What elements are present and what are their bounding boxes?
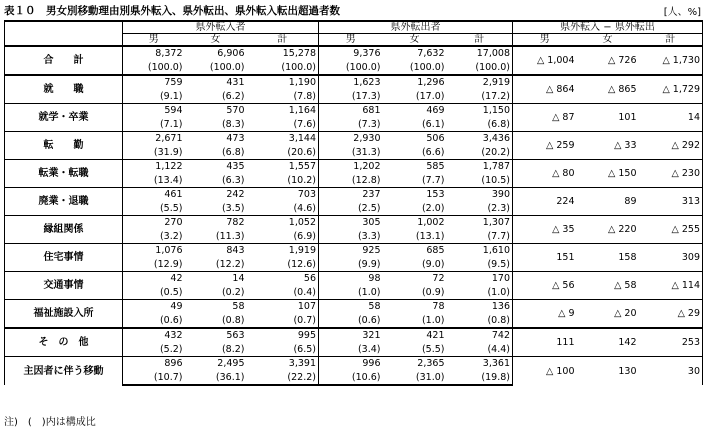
percent-cell: (6.8) bbox=[221, 146, 245, 158]
table-row bbox=[5, 75, 703, 90]
table-body bbox=[5, 46, 703, 385]
row-label: 就 職 bbox=[5, 75, 123, 104]
value-cell: 563 bbox=[185, 328, 247, 343]
value-cell: 14 bbox=[185, 272, 247, 286]
percent-cell: (7.1) bbox=[123, 118, 185, 132]
value-cell: 89 bbox=[577, 188, 639, 216]
value-cell: 431 bbox=[185, 75, 247, 90]
value-cell: 1,150 bbox=[447, 104, 513, 118]
value-cell: 3,361 bbox=[447, 357, 513, 371]
percent-cell: (7.6) bbox=[293, 118, 316, 130]
table-row bbox=[5, 132, 703, 146]
value-cell: 1,623 bbox=[319, 75, 383, 90]
percent-cell: (100.0) bbox=[409, 61, 445, 73]
value-cell: 3,436 bbox=[447, 132, 513, 146]
sub-header: 男 bbox=[123, 34, 185, 47]
row-label: 福祉施設入所 bbox=[5, 300, 123, 329]
value-cell: △ 726 bbox=[577, 46, 639, 75]
value-cell: 6,906 bbox=[185, 46, 247, 61]
table-row bbox=[5, 160, 703, 174]
percent-cell: (6.5) bbox=[293, 343, 316, 355]
percent-cell: (6.9) bbox=[293, 230, 316, 242]
percent-cell: (0.4) bbox=[293, 286, 316, 298]
value-cell: 111 bbox=[513, 328, 577, 357]
percent-cell: (1.0) bbox=[421, 314, 445, 326]
percent-cell: (100.0) bbox=[475, 61, 510, 73]
percent-cell: (31.9) bbox=[123, 146, 185, 160]
value-cell: 681 bbox=[319, 104, 383, 118]
value-cell: 685 bbox=[383, 244, 447, 258]
value-cell: 58 bbox=[319, 300, 383, 314]
percent-cell: (9.5) bbox=[487, 258, 510, 270]
group-header-row bbox=[5, 21, 703, 34]
sub-header: 男 bbox=[319, 34, 383, 47]
value-cell: 843 bbox=[185, 244, 247, 258]
value-cell: △ 255 bbox=[639, 216, 703, 244]
percent-cell: (17.3) bbox=[319, 90, 383, 104]
table-row bbox=[5, 328, 703, 343]
value-cell: 759 bbox=[123, 75, 185, 90]
value-cell: 390 bbox=[447, 188, 513, 202]
sub-header: 計 bbox=[639, 34, 703, 47]
value-cell: 49 bbox=[123, 300, 185, 314]
value-cell: 2,671 bbox=[123, 132, 185, 146]
percent-cell: (7.8) bbox=[293, 90, 316, 102]
percent-cell: (5.5) bbox=[421, 343, 445, 355]
value-cell: 101 bbox=[577, 104, 639, 132]
percent-cell: (6.1) bbox=[421, 118, 445, 130]
sub-header: 計 bbox=[447, 34, 513, 47]
value-cell: 253 bbox=[639, 328, 703, 357]
value-cell: 224 bbox=[513, 188, 577, 216]
value-cell: △ 20 bbox=[577, 300, 639, 329]
percent-cell: (22.2) bbox=[247, 371, 319, 386]
value-cell: 305 bbox=[319, 216, 383, 230]
value-cell: 321 bbox=[319, 328, 383, 343]
row-label: 転業・転職 bbox=[5, 160, 123, 188]
value-cell: 585 bbox=[383, 160, 447, 174]
row-label: 主因者に伴う移動 bbox=[5, 357, 123, 386]
percent-cell: (10.7) bbox=[123, 371, 185, 386]
percent-cell: (6.2) bbox=[221, 90, 245, 102]
value-cell: 435 bbox=[185, 160, 247, 174]
percent-cell: (0.2) bbox=[221, 286, 245, 298]
value-cell: 1,307 bbox=[447, 216, 513, 230]
percent-cell: (19.8) bbox=[447, 371, 513, 386]
value-cell: 473 bbox=[185, 132, 247, 146]
percent-cell: (31.0) bbox=[383, 371, 447, 386]
percent-cell: (9.9) bbox=[319, 258, 383, 272]
value-cell: 14 bbox=[639, 104, 703, 132]
group-header: 県外転入者 bbox=[123, 21, 319, 34]
percent-cell: (12.6) bbox=[287, 258, 316, 270]
sub-header: 計 bbox=[247, 34, 319, 47]
value-cell: 1,610 bbox=[447, 244, 513, 258]
sub-header: 女 bbox=[577, 34, 639, 47]
percent-cell: (10.2) bbox=[287, 174, 316, 186]
value-cell: 2,930 bbox=[319, 132, 383, 146]
table-row bbox=[5, 300, 703, 314]
value-cell: 56 bbox=[247, 272, 319, 286]
value-cell: 461 bbox=[123, 188, 185, 202]
value-cell: △ 9 bbox=[513, 300, 577, 329]
percent-cell: (2.3) bbox=[487, 202, 510, 214]
value-cell: 1,919 bbox=[247, 244, 319, 258]
value-cell: 995 bbox=[247, 328, 319, 343]
value-cell: 151 bbox=[513, 244, 577, 272]
percent-cell: (17.2) bbox=[481, 90, 510, 102]
value-cell: 107 bbox=[247, 300, 319, 314]
value-cell: △ 33 bbox=[577, 132, 639, 160]
value-cell: 2,365 bbox=[383, 357, 447, 371]
percent-cell: (0.6) bbox=[123, 314, 185, 329]
sub-header: 女 bbox=[383, 34, 447, 47]
value-cell: 421 bbox=[383, 328, 447, 343]
percent-cell: (6.8) bbox=[487, 118, 510, 130]
value-cell: △ 56 bbox=[513, 272, 577, 300]
table-row bbox=[5, 188, 703, 202]
group-header: 県外転入 − 県外転出 bbox=[513, 21, 703, 34]
value-cell: 7,632 bbox=[383, 46, 447, 61]
value-cell: △ 80 bbox=[513, 160, 577, 188]
value-cell: 896 bbox=[123, 357, 185, 371]
value-cell: 1,296 bbox=[383, 75, 447, 90]
percent-cell: (2.5) bbox=[319, 202, 383, 216]
percent-cell: (9.1) bbox=[123, 90, 185, 104]
percent-cell: (8.3) bbox=[221, 118, 245, 130]
percent-cell: (12.9) bbox=[123, 258, 185, 272]
percent-cell: (9.0) bbox=[421, 258, 445, 270]
value-cell: 8,372 bbox=[123, 46, 185, 61]
value-cell: 153 bbox=[383, 188, 447, 202]
value-cell: 594 bbox=[123, 104, 185, 118]
percent-cell: (3.4) bbox=[319, 343, 383, 357]
value-cell: 136 bbox=[447, 300, 513, 314]
percent-cell: (3.3) bbox=[319, 230, 383, 244]
table-row bbox=[5, 357, 703, 371]
value-cell: △ 87 bbox=[513, 104, 577, 132]
row-label: 交通事情 bbox=[5, 272, 123, 300]
value-cell: 1,122 bbox=[123, 160, 185, 174]
value-cell: △ 292 bbox=[639, 132, 703, 160]
value-cell: 3,144 bbox=[247, 132, 319, 146]
percent-cell: (17.0) bbox=[415, 90, 445, 102]
value-cell: 1,557 bbox=[247, 160, 319, 174]
percent-cell: (4.6) bbox=[293, 202, 316, 214]
value-cell: △ 150 bbox=[577, 160, 639, 188]
percent-cell: (31.3) bbox=[319, 146, 383, 160]
value-cell: 170 bbox=[447, 272, 513, 286]
value-cell: 2,919 bbox=[447, 75, 513, 90]
value-cell: 17,008 bbox=[447, 46, 513, 61]
value-cell: 1,787 bbox=[447, 160, 513, 174]
value-cell: 72 bbox=[383, 272, 447, 286]
percent-cell: (0.5) bbox=[123, 286, 185, 300]
percent-cell: (7.3) bbox=[319, 118, 383, 132]
percent-cell: (5.2) bbox=[123, 343, 185, 357]
percent-cell: (7.7) bbox=[421, 174, 445, 186]
percent-cell: (1.0) bbox=[487, 286, 510, 298]
percent-cell: (12.2) bbox=[215, 258, 245, 270]
percent-cell: (20.6) bbox=[287, 146, 316, 158]
row-label: 住宅事情 bbox=[5, 244, 123, 272]
value-cell: 1,202 bbox=[319, 160, 383, 174]
value-cell: 30 bbox=[639, 357, 703, 386]
value-cell: △ 259 bbox=[513, 132, 577, 160]
value-cell: 3,391 bbox=[247, 357, 319, 371]
row-label: 合 計 bbox=[5, 46, 123, 75]
value-cell: 42 bbox=[123, 272, 185, 286]
table-row bbox=[5, 104, 703, 118]
value-cell: 432 bbox=[123, 328, 185, 343]
value-cell: 996 bbox=[319, 357, 383, 371]
corner-cell bbox=[5, 21, 123, 46]
value-cell: 158 bbox=[577, 244, 639, 272]
value-cell: 98 bbox=[319, 272, 383, 286]
table-title: 表１０ 男女別移動理由別県外転入、県外転出、県外転入転出超過者数 bbox=[4, 5, 340, 17]
percent-cell: (100.0) bbox=[319, 61, 383, 76]
value-cell: 469 bbox=[383, 104, 447, 118]
percent-cell: (100.0) bbox=[281, 61, 316, 73]
percent-cell: (0.8) bbox=[221, 314, 245, 326]
percent-cell: (13.1) bbox=[415, 230, 445, 242]
value-cell: 506 bbox=[383, 132, 447, 146]
value-cell: 78 bbox=[383, 300, 447, 314]
value-cell: △ 114 bbox=[639, 272, 703, 300]
value-cell: 313 bbox=[639, 188, 703, 216]
sub-header: 女 bbox=[185, 34, 247, 47]
group-header: 県外転出者 bbox=[319, 21, 513, 34]
value-cell: 1,052 bbox=[247, 216, 319, 230]
value-cell: 782 bbox=[185, 216, 247, 230]
value-cell: △ 230 bbox=[639, 160, 703, 188]
percent-cell: (100.0) bbox=[123, 61, 185, 76]
percent-cell: (4.4) bbox=[487, 343, 510, 355]
row-label: そ の 他 bbox=[5, 328, 123, 357]
percent-cell: (12.8) bbox=[319, 174, 383, 188]
value-cell: △ 1,004 bbox=[513, 46, 577, 75]
percent-cell: (13.4) bbox=[123, 174, 185, 188]
row-label: 就学・卒業 bbox=[5, 104, 123, 132]
value-cell: 242 bbox=[185, 188, 247, 202]
value-cell: 237 bbox=[319, 188, 383, 202]
percent-cell: (36.1) bbox=[185, 371, 247, 386]
value-cell: 58 bbox=[185, 300, 247, 314]
value-cell: △ 865 bbox=[577, 75, 639, 104]
value-cell: 130 bbox=[577, 357, 639, 386]
value-cell: 1,076 bbox=[123, 244, 185, 258]
percent-cell: (10.6) bbox=[319, 371, 383, 386]
value-cell: 1,002 bbox=[383, 216, 447, 230]
value-cell: 142 bbox=[577, 328, 639, 357]
value-cell: △ 35 bbox=[513, 216, 577, 244]
percent-cell: (8.2) bbox=[221, 343, 245, 355]
value-cell: 742 bbox=[447, 328, 513, 343]
percent-cell: (0.7) bbox=[293, 314, 316, 326]
value-cell: 1,190 bbox=[247, 75, 319, 90]
percent-cell: (11.3) bbox=[215, 230, 245, 242]
percent-cell: (6.6) bbox=[421, 146, 445, 158]
percent-cell: (5.5) bbox=[123, 202, 185, 216]
value-cell: △ 864 bbox=[513, 75, 577, 104]
unit-label: [人、%] bbox=[663, 7, 701, 18]
table-row bbox=[5, 244, 703, 258]
table-row bbox=[5, 272, 703, 286]
percent-cell: (3.5) bbox=[221, 202, 245, 214]
value-cell: 2,495 bbox=[185, 357, 247, 371]
percent-cell: (0.9) bbox=[421, 286, 445, 298]
percent-cell: (20.2) bbox=[481, 146, 510, 158]
value-cell: △ 29 bbox=[639, 300, 703, 329]
value-cell: △ 220 bbox=[577, 216, 639, 244]
percent-cell: (10.5) bbox=[481, 174, 510, 186]
percent-cell: (2.0) bbox=[421, 202, 445, 214]
value-cell: 925 bbox=[319, 244, 383, 258]
percent-cell: (0.8) bbox=[487, 314, 510, 326]
value-cell: 270 bbox=[123, 216, 185, 230]
footnote: 注) ( )内は構成比 bbox=[4, 417, 96, 428]
percent-cell: (7.7) bbox=[487, 230, 510, 242]
percent-cell: (1.0) bbox=[319, 286, 383, 300]
value-cell: 570 bbox=[185, 104, 247, 118]
row-label: 廃業・退職 bbox=[5, 188, 123, 216]
table-row bbox=[5, 216, 703, 230]
value-cell: △ 58 bbox=[577, 272, 639, 300]
value-cell: 15,278 bbox=[247, 46, 319, 61]
row-label: 縁組関係 bbox=[5, 216, 123, 244]
percent-cell: (100.0) bbox=[209, 61, 245, 73]
value-cell: 703 bbox=[247, 188, 319, 202]
value-cell: △ 100 bbox=[513, 357, 577, 386]
value-cell: △ 1,730 bbox=[639, 46, 703, 75]
row-label: 転 勤 bbox=[5, 132, 123, 160]
percent-cell: (6.3) bbox=[221, 174, 245, 186]
value-cell: 1,164 bbox=[247, 104, 319, 118]
percent-cell: (3.2) bbox=[123, 230, 185, 244]
percent-cell: (0.6) bbox=[319, 314, 383, 329]
table-row bbox=[5, 46, 703, 61]
value-cell: 309 bbox=[639, 244, 703, 272]
value-cell: △ 1,729 bbox=[639, 75, 703, 104]
value-cell: 9,376 bbox=[319, 46, 383, 61]
sub-header: 男 bbox=[513, 34, 577, 47]
migration-table bbox=[4, 20, 703, 386]
